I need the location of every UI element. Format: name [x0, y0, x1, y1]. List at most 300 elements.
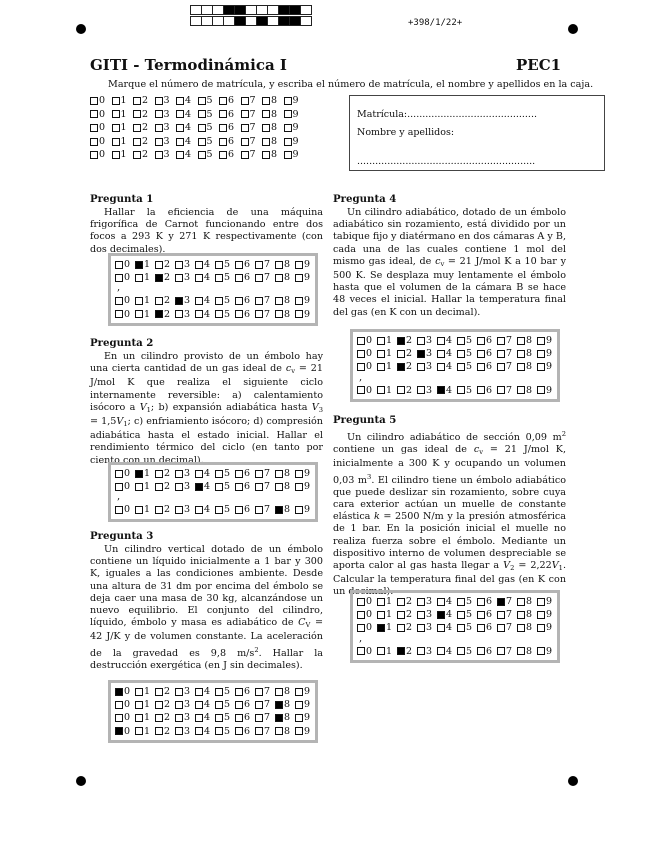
digit-checkbox[interactable] [417, 624, 425, 632]
digit-checkbox[interactable] [115, 274, 123, 282]
digit-option[interactable] [517, 646, 537, 657]
digit-checkbox[interactable] [357, 611, 365, 619]
digit-checkbox[interactable] [135, 714, 143, 722]
digit-option[interactable] [537, 622, 557, 633]
digit-checkbox[interactable] [477, 598, 485, 606]
digit-option[interactable] [175, 259, 195, 270]
digit-option[interactable] [537, 385, 557, 396]
digit-option[interactable] [357, 646, 377, 657]
digit-checkbox[interactable] [284, 110, 292, 118]
digit-option[interactable] [275, 309, 295, 320]
digit-option[interactable] [255, 272, 275, 283]
digit-checkbox[interactable] [241, 97, 249, 105]
digit-option[interactable] [262, 121, 284, 135]
digit-checkbox[interactable] [295, 701, 303, 709]
digit-checkbox[interactable] [284, 124, 292, 132]
digit-checkbox[interactable] [255, 688, 263, 696]
digit-option[interactable] [135, 726, 155, 737]
digit-checkbox[interactable] [457, 363, 465, 371]
digit-option[interactable] [215, 686, 235, 697]
digit-checkbox[interactable] [517, 624, 525, 632]
digit-option[interactable] [457, 646, 477, 657]
digit-checkbox[interactable] [133, 124, 141, 132]
digit-checkbox[interactable] [90, 124, 98, 132]
digit-checkbox[interactable] [284, 151, 292, 159]
digit-option[interactable] [155, 309, 175, 320]
digit-option[interactable] [295, 686, 315, 697]
digit-option[interactable] [155, 481, 175, 492]
digit-option[interactable] [295, 259, 315, 270]
digit-checkbox[interactable] [155, 310, 163, 318]
digit-checkbox[interactable] [198, 97, 206, 105]
digit-option[interactable] [175, 699, 195, 710]
digit-checkbox[interactable] [155, 124, 163, 132]
digit-option[interactable] [295, 481, 315, 492]
digit-option[interactable] [377, 335, 397, 346]
digit-option[interactable] [437, 596, 457, 607]
digit-checkbox[interactable] [215, 261, 223, 269]
digit-checkbox[interactable] [262, 151, 270, 159]
digit-option[interactable] [198, 94, 220, 108]
digit-checkbox[interactable] [357, 350, 365, 358]
digit-checkbox[interactable] [477, 611, 485, 619]
digit-option[interactable] [397, 646, 417, 657]
digit-checkbox[interactable] [175, 483, 183, 491]
digit-checkbox[interactable] [377, 337, 385, 345]
digit-option[interactable] [275, 468, 295, 479]
digit-option[interactable] [457, 609, 477, 620]
digit-option[interactable] [357, 385, 377, 396]
digit-option[interactable] [262, 108, 284, 122]
digit-checkbox[interactable] [175, 297, 183, 305]
digit-option[interactable] [133, 94, 155, 108]
digit-option[interactable] [437, 348, 457, 359]
digit-checkbox[interactable] [215, 688, 223, 696]
digit-option[interactable] [112, 108, 134, 122]
digit-checkbox[interactable] [195, 506, 203, 514]
digit-checkbox[interactable] [275, 261, 283, 269]
digit-checkbox[interactable] [133, 151, 141, 159]
digit-option[interactable] [255, 712, 275, 723]
digit-option[interactable] [477, 361, 497, 372]
digit-option[interactable] [195, 699, 215, 710]
digit-checkbox[interactable] [397, 337, 405, 345]
digit-option[interactable] [198, 121, 220, 135]
digit-checkbox[interactable] [477, 337, 485, 345]
digit-option[interactable] [357, 596, 377, 607]
digit-option[interactable] [417, 335, 437, 346]
digit-option[interactable] [155, 148, 177, 162]
digit-checkbox[interactable] [457, 337, 465, 345]
digit-option[interactable] [176, 121, 198, 135]
digit-checkbox[interactable] [497, 598, 505, 606]
digit-option[interactable] [133, 135, 155, 149]
digit-option[interactable] [262, 135, 284, 149]
digit-option[interactable] [377, 385, 397, 396]
digit-checkbox[interactable] [235, 483, 243, 491]
digit-option[interactable] [275, 712, 295, 723]
digit-checkbox[interactable] [115, 470, 123, 478]
digit-checkbox[interactable] [357, 598, 365, 606]
digit-checkbox[interactable] [417, 647, 425, 655]
digit-option[interactable] [115, 699, 135, 710]
digit-checkbox[interactable] [175, 506, 183, 514]
student-id-box[interactable] [349, 95, 605, 171]
digit-option[interactable] [90, 108, 112, 122]
digit-option[interactable] [155, 272, 175, 283]
digit-checkbox[interactable] [235, 701, 243, 709]
digit-checkbox[interactable] [112, 97, 120, 105]
digit-option[interactable] [175, 686, 195, 697]
digit-checkbox[interactable] [175, 701, 183, 709]
digit-checkbox[interactable] [457, 350, 465, 358]
digit-option[interactable] [235, 272, 255, 283]
digit-option[interactable] [115, 468, 135, 479]
digit-option[interactable] [235, 712, 255, 723]
digit-option[interactable] [175, 309, 195, 320]
digit-option[interactable] [255, 726, 275, 737]
digit-checkbox[interactable] [262, 138, 270, 146]
digit-checkbox[interactable] [295, 297, 303, 305]
digit-checkbox[interactable] [155, 138, 163, 146]
digit-checkbox[interactable] [477, 363, 485, 371]
digit-option[interactable] [155, 468, 175, 479]
digit-option[interactable] [112, 148, 134, 162]
digit-option[interactable] [295, 504, 315, 515]
digit-checkbox[interactable] [155, 727, 163, 735]
digit-option[interactable] [457, 385, 477, 396]
digit-option[interactable] [477, 385, 497, 396]
digit-option[interactable] [275, 686, 295, 697]
digit-checkbox[interactable] [195, 310, 203, 318]
digit-option[interactable] [284, 94, 306, 108]
digit-checkbox[interactable] [417, 386, 425, 394]
digit-option[interactable] [135, 481, 155, 492]
digit-checkbox[interactable] [497, 363, 505, 371]
digit-option[interactable] [437, 361, 457, 372]
digit-checkbox[interactable] [115, 688, 123, 696]
digit-checkbox[interactable] [497, 337, 505, 345]
digit-option[interactable] [537, 348, 557, 359]
digit-checkbox[interactable] [377, 598, 385, 606]
digit-option[interactable] [176, 108, 198, 122]
digit-option[interactable] [457, 361, 477, 372]
digit-checkbox[interactable] [477, 386, 485, 394]
digit-checkbox[interactable] [155, 261, 163, 269]
digit-checkbox[interactable] [112, 110, 120, 118]
digit-checkbox[interactable] [517, 363, 525, 371]
digit-option[interactable] [357, 335, 377, 346]
digit-option[interactable] [135, 468, 155, 479]
digit-checkbox[interactable] [133, 97, 141, 105]
digit-option[interactable] [437, 335, 457, 346]
digit-checkbox[interactable] [155, 151, 163, 159]
digit-checkbox[interactable] [241, 138, 249, 146]
digit-checkbox[interactable] [155, 97, 163, 105]
digit-option[interactable] [284, 135, 306, 149]
digit-option[interactable] [517, 361, 537, 372]
digit-checkbox[interactable] [357, 337, 365, 345]
digit-checkbox[interactable] [255, 701, 263, 709]
digit-option[interactable] [295, 295, 315, 306]
digit-checkbox[interactable] [537, 363, 545, 371]
digit-option[interactable] [284, 121, 306, 135]
digit-checkbox[interactable] [275, 470, 283, 478]
digit-option[interactable] [135, 712, 155, 723]
digit-option[interactable] [219, 121, 241, 135]
digit-option[interactable] [215, 295, 235, 306]
digit-checkbox[interactable] [198, 138, 206, 146]
digit-checkbox[interactable] [195, 688, 203, 696]
digit-option[interactable] [537, 609, 557, 620]
digit-checkbox[interactable] [397, 611, 405, 619]
digit-checkbox[interactable] [255, 274, 263, 282]
digit-option[interactable] [517, 622, 537, 633]
digit-checkbox[interactable] [235, 310, 243, 318]
digit-option[interactable] [497, 596, 517, 607]
digit-option[interactable] [457, 622, 477, 633]
digit-option[interactable] [195, 726, 215, 737]
digit-checkbox[interactable] [255, 483, 263, 491]
digit-option[interactable] [90, 148, 112, 162]
digit-option[interactable] [357, 361, 377, 372]
digit-checkbox[interactable] [255, 261, 263, 269]
digit-checkbox[interactable] [437, 598, 445, 606]
digit-option[interactable] [417, 361, 437, 372]
digit-checkbox[interactable] [397, 386, 405, 394]
digit-checkbox[interactable] [115, 297, 123, 305]
digit-option[interactable] [90, 121, 112, 135]
digit-checkbox[interactable] [235, 297, 243, 305]
digit-option[interactable] [135, 259, 155, 270]
digit-option[interactable] [195, 686, 215, 697]
digit-checkbox[interactable] [284, 138, 292, 146]
digit-checkbox[interactable] [176, 97, 184, 105]
digit-option[interactable] [195, 272, 215, 283]
digit-checkbox[interactable] [295, 727, 303, 735]
digit-option[interactable] [537, 596, 557, 607]
digit-option[interactable] [295, 726, 315, 737]
digit-option[interactable] [155, 121, 177, 135]
digit-checkbox[interactable] [241, 110, 249, 118]
digit-checkbox[interactable] [115, 701, 123, 709]
digit-checkbox[interactable] [357, 363, 365, 371]
digit-option[interactable] [477, 622, 497, 633]
digit-option[interactable] [155, 686, 175, 697]
digit-checkbox[interactable] [115, 714, 123, 722]
digit-checkbox[interactable] [219, 151, 227, 159]
digit-checkbox[interactable] [176, 151, 184, 159]
digit-checkbox[interactable] [255, 297, 263, 305]
digit-checkbox[interactable] [112, 124, 120, 132]
digit-checkbox[interactable] [537, 386, 545, 394]
digit-option[interactable] [195, 481, 215, 492]
digit-checkbox[interactable] [215, 701, 223, 709]
digit-option[interactable] [235, 295, 255, 306]
digit-option[interactable] [155, 699, 175, 710]
digit-option[interactable] [357, 609, 377, 620]
digit-option[interactable] [497, 361, 517, 372]
digit-option[interactable] [241, 108, 263, 122]
digit-checkbox[interactable] [133, 110, 141, 118]
digit-checkbox[interactable] [457, 598, 465, 606]
digit-option[interactable] [295, 309, 315, 320]
digit-checkbox[interactable] [235, 470, 243, 478]
digit-checkbox[interactable] [437, 611, 445, 619]
digit-option[interactable] [517, 385, 537, 396]
digit-option[interactable] [135, 504, 155, 515]
digit-option[interactable] [295, 699, 315, 710]
digit-checkbox[interactable] [112, 151, 120, 159]
digit-option[interactable] [517, 609, 537, 620]
digit-checkbox[interactable] [377, 611, 385, 619]
digit-option[interactable] [377, 361, 397, 372]
digit-checkbox[interactable] [155, 297, 163, 305]
digit-checkbox[interactable] [115, 506, 123, 514]
digit-option[interactable] [497, 622, 517, 633]
digit-checkbox[interactable] [135, 688, 143, 696]
digit-option[interactable] [417, 622, 437, 633]
digit-checkbox[interactable] [198, 151, 206, 159]
digit-option[interactable] [115, 712, 135, 723]
digit-option[interactable] [112, 94, 134, 108]
digit-checkbox[interactable] [517, 350, 525, 358]
digit-option[interactable] [517, 348, 537, 359]
digit-checkbox[interactable] [255, 310, 263, 318]
digit-option[interactable] [195, 504, 215, 515]
digit-option[interactable] [517, 335, 537, 346]
digit-option[interactable] [417, 385, 437, 396]
digit-checkbox[interactable] [295, 261, 303, 269]
digit-checkbox[interactable] [175, 714, 183, 722]
digit-checkbox[interactable] [175, 310, 183, 318]
digit-option[interactable] [235, 699, 255, 710]
digit-checkbox[interactable] [357, 624, 365, 632]
digit-checkbox[interactable] [198, 124, 206, 132]
digit-checkbox[interactable] [255, 727, 263, 735]
digit-checkbox[interactable] [90, 97, 98, 105]
digit-checkbox[interactable] [537, 624, 545, 632]
digit-option[interactable] [241, 94, 263, 108]
digit-option[interactable] [155, 135, 177, 149]
digit-checkbox[interactable] [215, 727, 223, 735]
digit-checkbox[interactable] [195, 274, 203, 282]
digit-option[interactable] [198, 108, 220, 122]
digit-option[interactable] [377, 646, 397, 657]
digit-option[interactable] [155, 108, 177, 122]
digit-checkbox[interactable] [275, 727, 283, 735]
digit-checkbox[interactable] [175, 727, 183, 735]
digit-option[interactable] [477, 646, 497, 657]
digit-option[interactable] [241, 148, 263, 162]
digit-checkbox[interactable] [377, 363, 385, 371]
digit-option[interactable] [235, 259, 255, 270]
digit-checkbox[interactable] [397, 624, 405, 632]
digit-option[interactable] [215, 712, 235, 723]
digit-option[interactable] [497, 646, 517, 657]
digit-checkbox[interactable] [219, 97, 227, 105]
digit-option[interactable] [135, 272, 155, 283]
digit-option[interactable] [537, 335, 557, 346]
digit-checkbox[interactable] [155, 110, 163, 118]
digit-checkbox[interactable] [155, 483, 163, 491]
digit-checkbox[interactable] [377, 647, 385, 655]
digit-checkbox[interactable] [295, 483, 303, 491]
digit-option[interactable] [135, 699, 155, 710]
digit-option[interactable] [457, 335, 477, 346]
digit-checkbox[interactable] [477, 624, 485, 632]
digit-option[interactable] [497, 348, 517, 359]
digit-checkbox[interactable] [215, 714, 223, 722]
digit-checkbox[interactable] [90, 138, 98, 146]
digit-option[interactable] [275, 295, 295, 306]
digit-checkbox[interactable] [397, 363, 405, 371]
digit-checkbox[interactable] [497, 611, 505, 619]
digit-option[interactable] [135, 686, 155, 697]
digit-checkbox[interactable] [417, 598, 425, 606]
digit-checkbox[interactable] [357, 647, 365, 655]
digit-option[interactable] [241, 121, 263, 135]
digit-option[interactable] [397, 348, 417, 359]
digit-option[interactable] [255, 504, 275, 515]
digit-checkbox[interactable] [255, 506, 263, 514]
digit-checkbox[interactable] [457, 386, 465, 394]
digit-option[interactable] [255, 699, 275, 710]
digit-option[interactable] [397, 335, 417, 346]
digit-option[interactable] [377, 348, 397, 359]
digit-option[interactable] [90, 94, 112, 108]
digit-option[interactable] [115, 295, 135, 306]
digit-option[interactable] [497, 609, 517, 620]
digit-option[interactable] [275, 272, 295, 283]
digit-checkbox[interactable] [437, 647, 445, 655]
digit-option[interactable] [275, 259, 295, 270]
digit-checkbox[interactable] [175, 688, 183, 696]
digit-checkbox[interactable] [517, 598, 525, 606]
digit-checkbox[interactable] [417, 611, 425, 619]
digit-option[interactable] [497, 385, 517, 396]
digit-option[interactable] [284, 108, 306, 122]
digit-checkbox[interactable] [284, 97, 292, 105]
digit-checkbox[interactable] [195, 483, 203, 491]
digit-checkbox[interactable] [295, 274, 303, 282]
digit-checkbox[interactable] [175, 261, 183, 269]
digit-checkbox[interactable] [135, 701, 143, 709]
digit-checkbox[interactable] [195, 297, 203, 305]
digit-option[interactable] [255, 481, 275, 492]
digit-option[interactable] [497, 335, 517, 346]
digit-option[interactable] [155, 94, 177, 108]
digit-option[interactable] [235, 504, 255, 515]
digit-checkbox[interactable] [275, 310, 283, 318]
digit-checkbox[interactable] [235, 727, 243, 735]
digit-option[interactable] [417, 609, 437, 620]
digit-checkbox[interactable] [437, 337, 445, 345]
digit-checkbox[interactable] [262, 124, 270, 132]
digit-option[interactable] [255, 309, 275, 320]
digit-checkbox[interactable] [115, 261, 123, 269]
digit-option[interactable] [235, 468, 255, 479]
digit-checkbox[interactable] [295, 310, 303, 318]
digit-checkbox[interactable] [135, 483, 143, 491]
digit-option[interactable] [115, 309, 135, 320]
digit-checkbox[interactable] [133, 138, 141, 146]
digit-option[interactable] [397, 622, 417, 633]
digit-checkbox[interactable] [377, 624, 385, 632]
digit-checkbox[interactable] [397, 350, 405, 358]
digit-checkbox[interactable] [517, 386, 525, 394]
digit-option[interactable] [175, 468, 195, 479]
